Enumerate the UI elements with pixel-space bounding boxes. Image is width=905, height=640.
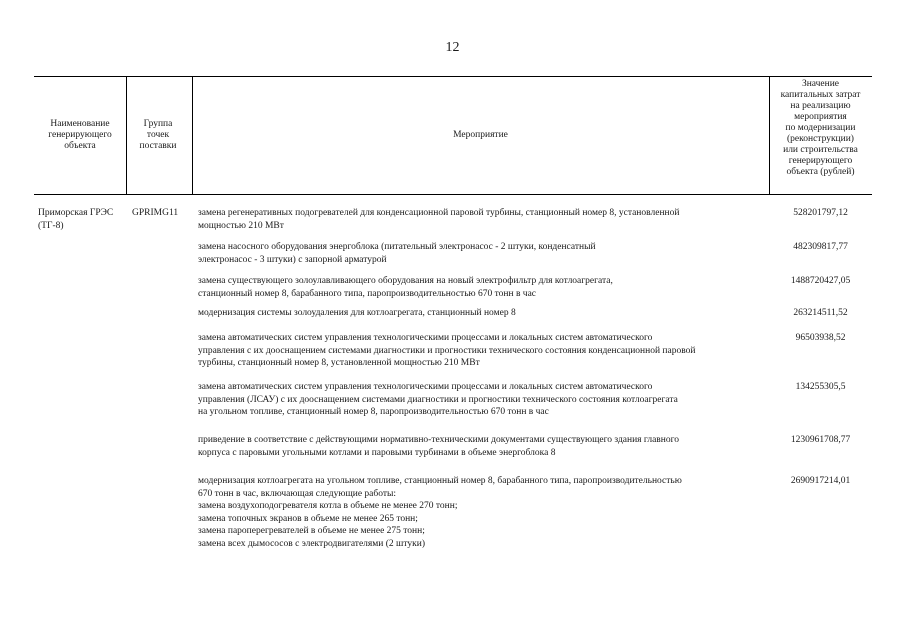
measure-line: управления с их дооснащением системами диагностики и прогностики технического состояния конденсационной паровой [198,345,696,356]
measure-description [198,332,763,370]
header-capex-line: или строительства [783,145,858,155]
header-group [126,77,190,194]
capex-value: 528201797,12 [793,208,848,218]
capex-value: 263214511,52 [793,308,848,318]
capex-value: 1488720427,05 [790,276,851,286]
measure-line: замена автоматических систем управления технологическими процессами и локальных систем автоматического [198,382,653,392]
measure-description [198,381,763,419]
header-object-name [34,77,126,194]
capex-value: 96503938,52 [795,333,846,343]
header-capex-line: объекта (рублей) [786,167,855,177]
header-capex-line: Значение [801,79,840,89]
measure-description [198,275,763,300]
table-header [34,76,872,195]
measure-line: турбины, станционный номер 8, установленной мощностью 210 МВт [198,358,480,368]
capex-value: 134255305,5 [795,382,846,392]
header-capex-line: мероприятия [794,112,847,122]
header-group-line: Группа [143,119,173,129]
header-measure [192,77,769,194]
capex-value: 482309817,77 [793,242,848,252]
delivery-group: GPRIMG11 [132,208,179,218]
measure-line: замена воздухоподогревателя котла в объеме не менее 270 тонн; [198,501,458,511]
object-name-line: (ТГ-8) [38,220,64,231]
measure-line: станционный номер 8, барабанного типа, паропроизводительностью 670 тонн в час [198,288,537,299]
header-group-line: точек [146,130,170,140]
measure-line: мощностью 210 МВт [198,220,284,231]
header-capex-line: на реализацию [790,101,851,111]
header-group-line: поставки [139,141,177,151]
measure-line: замена существующего золоулавливающего оборудования на новый электрофильтр для котлоагрегата, [198,276,613,286]
measure-description [198,475,763,550]
measure-line: замена всех дымососов с электродвигателями (2 штуки) [198,538,425,549]
header-capex-value [769,77,872,194]
header-object-name-line: Наименование [50,119,110,129]
page-number: 12 [445,40,460,55]
object-name [38,207,126,232]
measure-description [198,307,763,320]
measure-line: замена топочных экранов в объеме не менее 265 тонн; [198,513,418,524]
measure-line: электронасос - 3 штуки) с запорной арматурой [198,254,387,265]
object-name-line: Приморская ГРЭС [38,208,114,218]
measure-line: модернизация котлоагрегата на угольном топливе, станционный номер 8, барабанного типа, паропроизводительностью [198,476,682,486]
measure-description [198,241,763,266]
measure-line: корпуса с паровыми угольными котлами и паровыми турбинами в объеме энергоблока 8 [198,447,556,458]
measure-line: замена автоматических систем управления технологическими процессами и локальных систем автоматического [198,333,653,343]
measure-line: модернизация системы золоудаления для котлоагрегата, станционный номер 8 [198,308,516,318]
measure-line: управления (ЛСАУ) с их дооснащением системами диагностики и прогностики технического состояния котлоагрегата [198,394,678,405]
header-capex-line: капитальных затрат [780,90,861,100]
header-measure-line: Мероприятие [453,130,508,140]
header-capex-line: генерирующего [788,156,853,166]
measure-line: замена насосного оборудования энергоблока (питательный электронасос - 2 штуки, конденсатный [198,242,596,252]
capex-value: 1230961708,77 [790,435,851,445]
measure-description [198,207,763,232]
measure-line: приведение в соответствие с действующими нормативно-техническими документами существующего здания главного [198,435,680,445]
capex-value: 2690917214,01 [790,476,851,486]
measure-line: на угольном топливе, станционный номер 8, паропроизводительностью 670 тонн в час [198,407,549,417]
measure-line: замена регенеративных подогревателей для конденсационной паровой турбины, станционный номер 8, установленной [198,208,680,218]
measure-line: 670 тонн в час, включающая следующие работы: [198,488,397,499]
header-object-name-line: генерирующего [48,130,112,140]
measure-description [198,434,763,459]
measure-line: замена пароперегревателей в объеме не менее 275 тонн; [198,526,425,536]
header-capex-line: по модернизации [785,123,856,133]
header-capex-line: (реконструкции) [786,134,854,144]
capex-table [34,76,872,549]
header-object-name-line: объекта [64,141,96,151]
